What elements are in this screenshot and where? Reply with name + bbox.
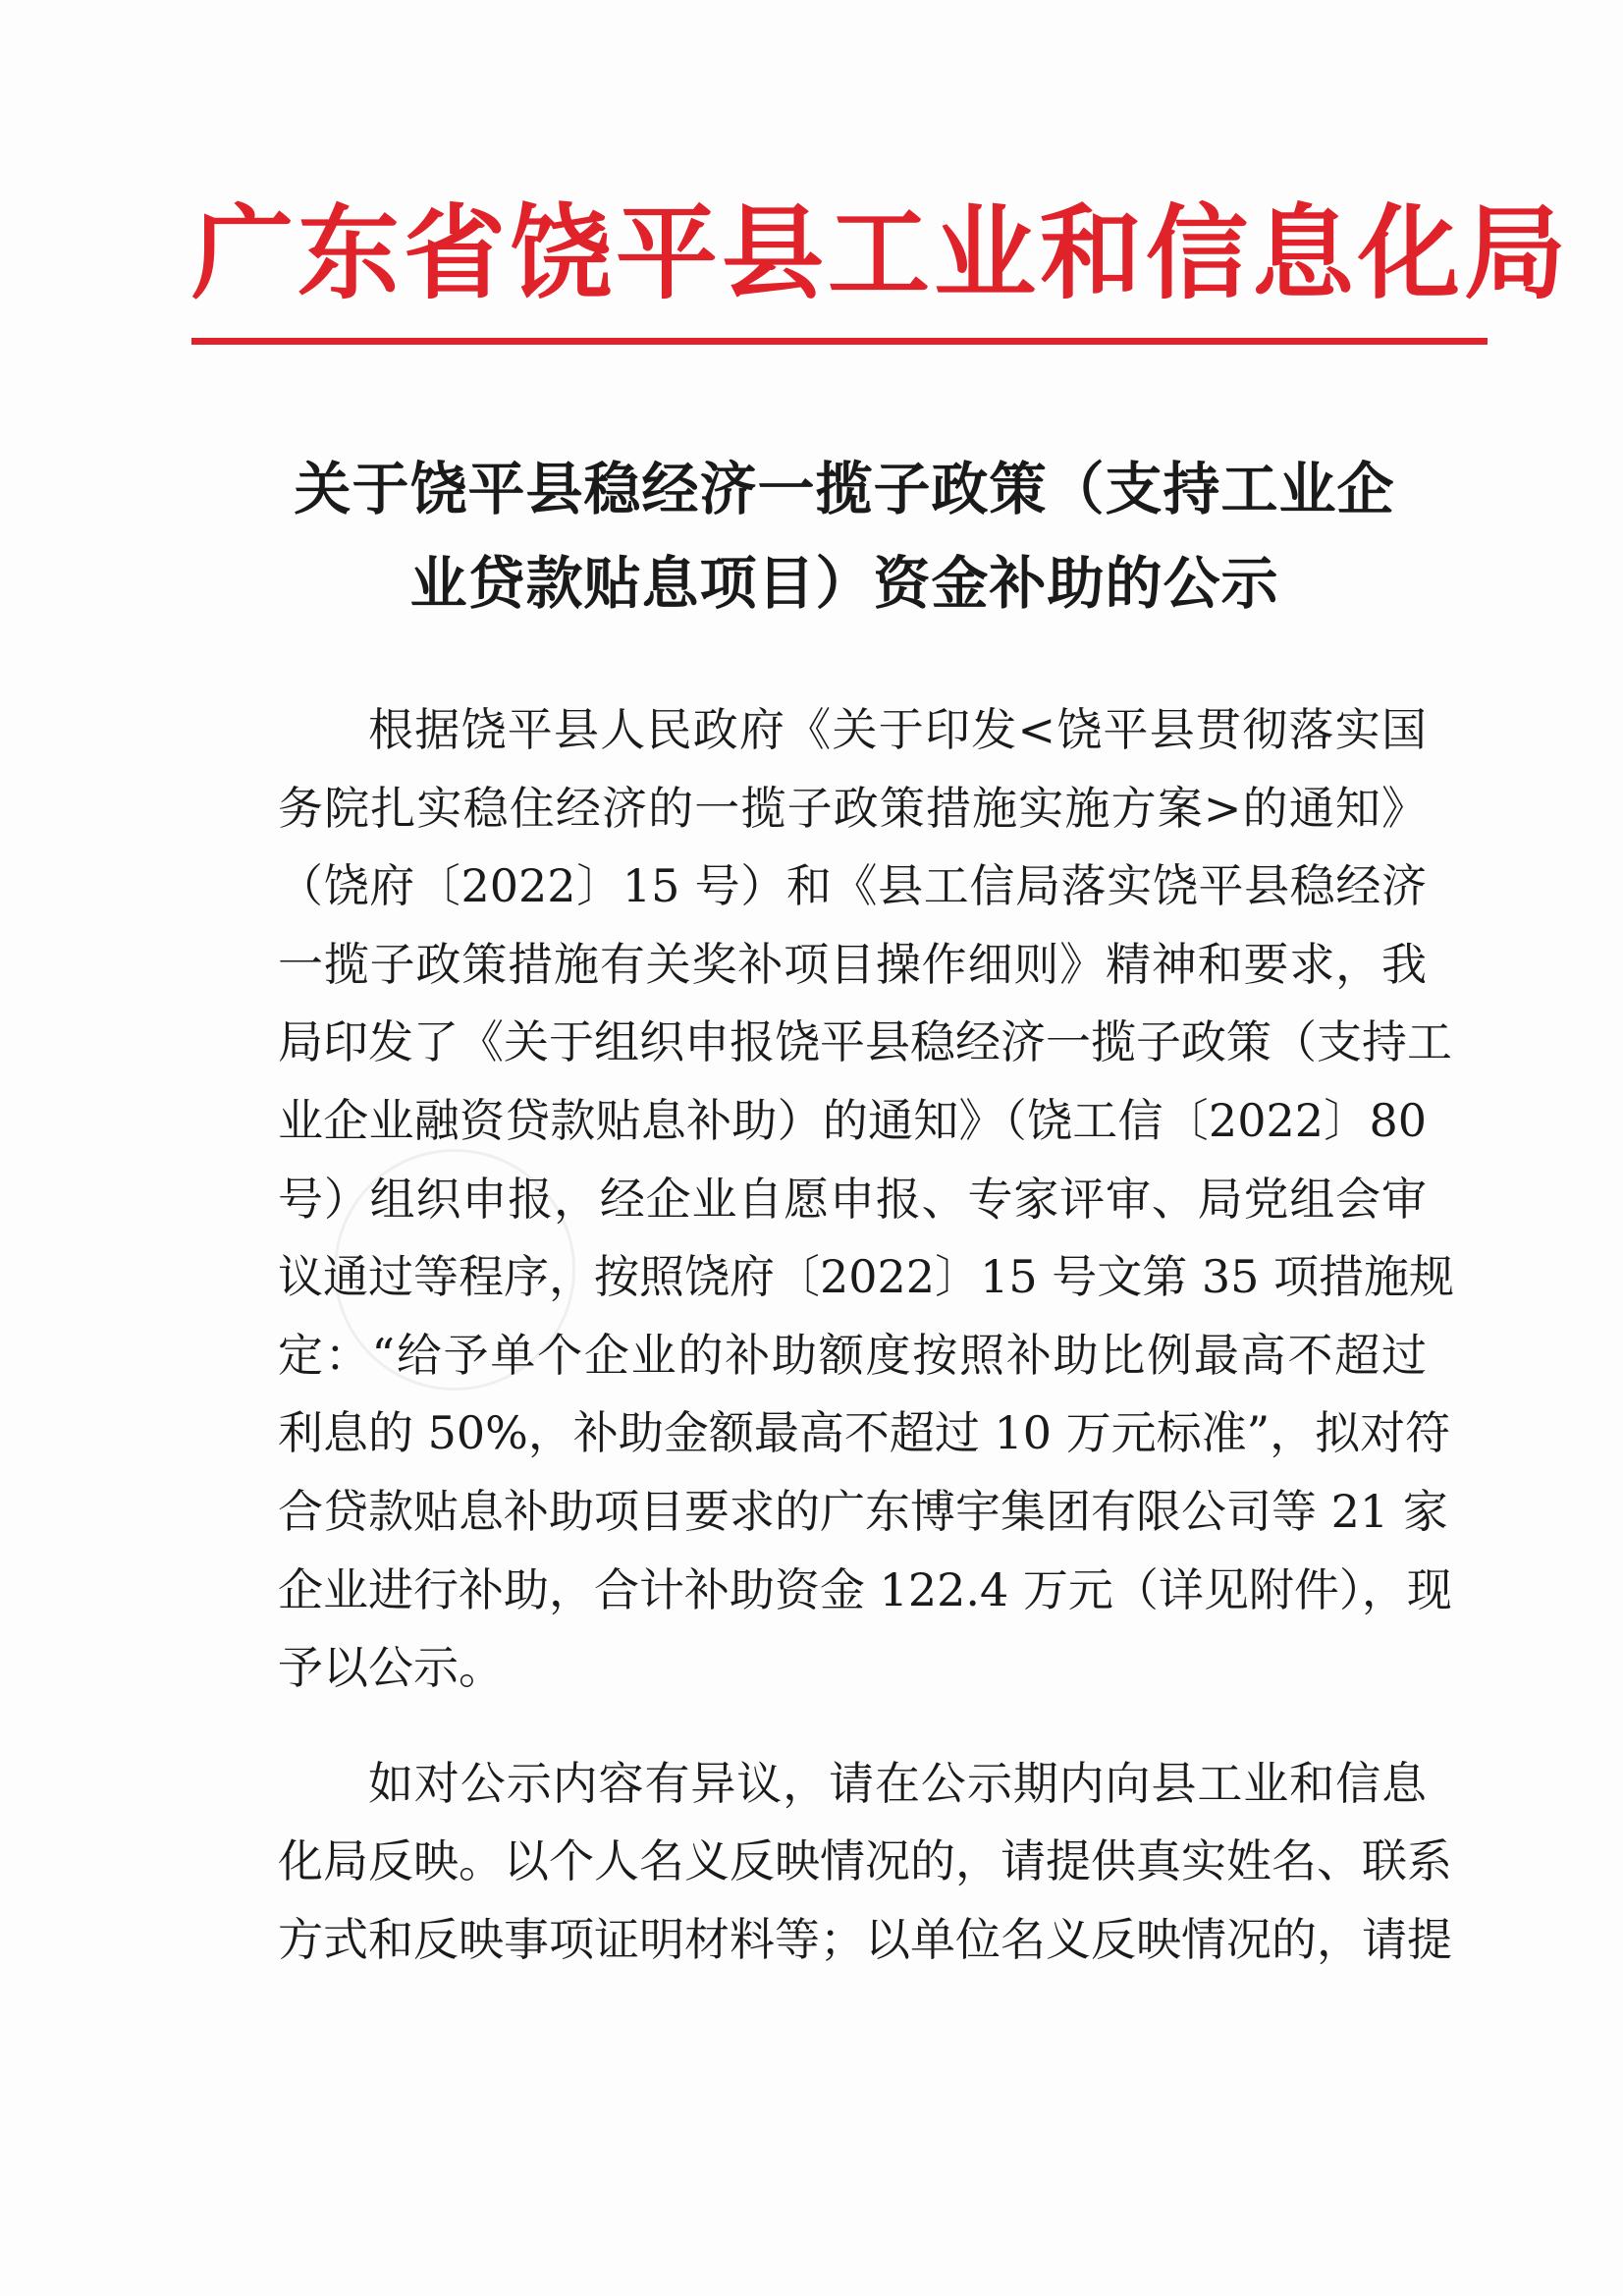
text-line: 一揽子政策措施有关奖补项目操作细则》精神和要求，我 — [278, 937, 1427, 991]
text-line: （饶府〔2022〕15 号）和《县工信局落实饶平县稳经济 — [278, 859, 1427, 913]
text-line: 如对公示内容有异议，请在公示期内向县工业和信息 — [368, 1756, 1427, 1810]
text-line: 化局反映。以个人名义反映情况的，请提供真实姓名、联系 — [278, 1834, 1452, 1888]
text-line: 业企业融资贷款贴息补助）的通知》（饶工信〔2022〕80 — [278, 1093, 1427, 1147]
text-line: 利息的 50%，补助金额最高不超过 10 万元标准”，拟对符 — [278, 1406, 1451, 1460]
letterhead-red-rule — [191, 338, 1488, 345]
text-line: 企业进行补助，合计补助资金 122.4 万元（详见附件），现 — [278, 1562, 1452, 1616]
text-line: 议通过等程序，按照饶府〔2022〕15 号文第 35 项措施规 — [278, 1250, 1454, 1304]
text-line: 合贷款贴息补助项目要求的广东博宇集团有限公司等 21 家 — [278, 1484, 1448, 1538]
text-line: 根据饶平县人民政府《关于印发<饶平县贯彻落实国 — [368, 703, 1427, 756]
document-body — [278, 691, 1454, 1980]
text-line: 务院扎实稳住经济的一揽子政策措施实施方案>的通知》 — [278, 781, 1427, 835]
text-line: 号）组织申报，经企业自愿申报、专家评审、局党组会审 — [278, 1172, 1427, 1226]
paragraph-1 — [278, 691, 1454, 1708]
letterhead-org-name: 广东省饶平县工业和信息化局 — [191, 192, 1571, 313]
paragraph-2 — [278, 1745, 1452, 1980]
title-line-2: 业贷款贴息项目）资金补助的公示 — [409, 550, 1279, 617]
text-line: 予以公示。 — [278, 1641, 504, 1695]
title-line-1: 关于饶平县稳经济一揽子政策（支持工业企 — [294, 456, 1395, 522]
text-line: 定：“给予单个企业的补助额度按照补助比例最高不超过 — [278, 1328, 1427, 1382]
text-line: 方式和反映事项证明材料等；以单位名义反映情况的，请提 — [278, 1912, 1452, 1966]
text-line: 局印发了《关于组织申报饶平县稳经济一揽子政策（支持工 — [278, 1015, 1452, 1069]
document-title — [265, 442, 1424, 630]
